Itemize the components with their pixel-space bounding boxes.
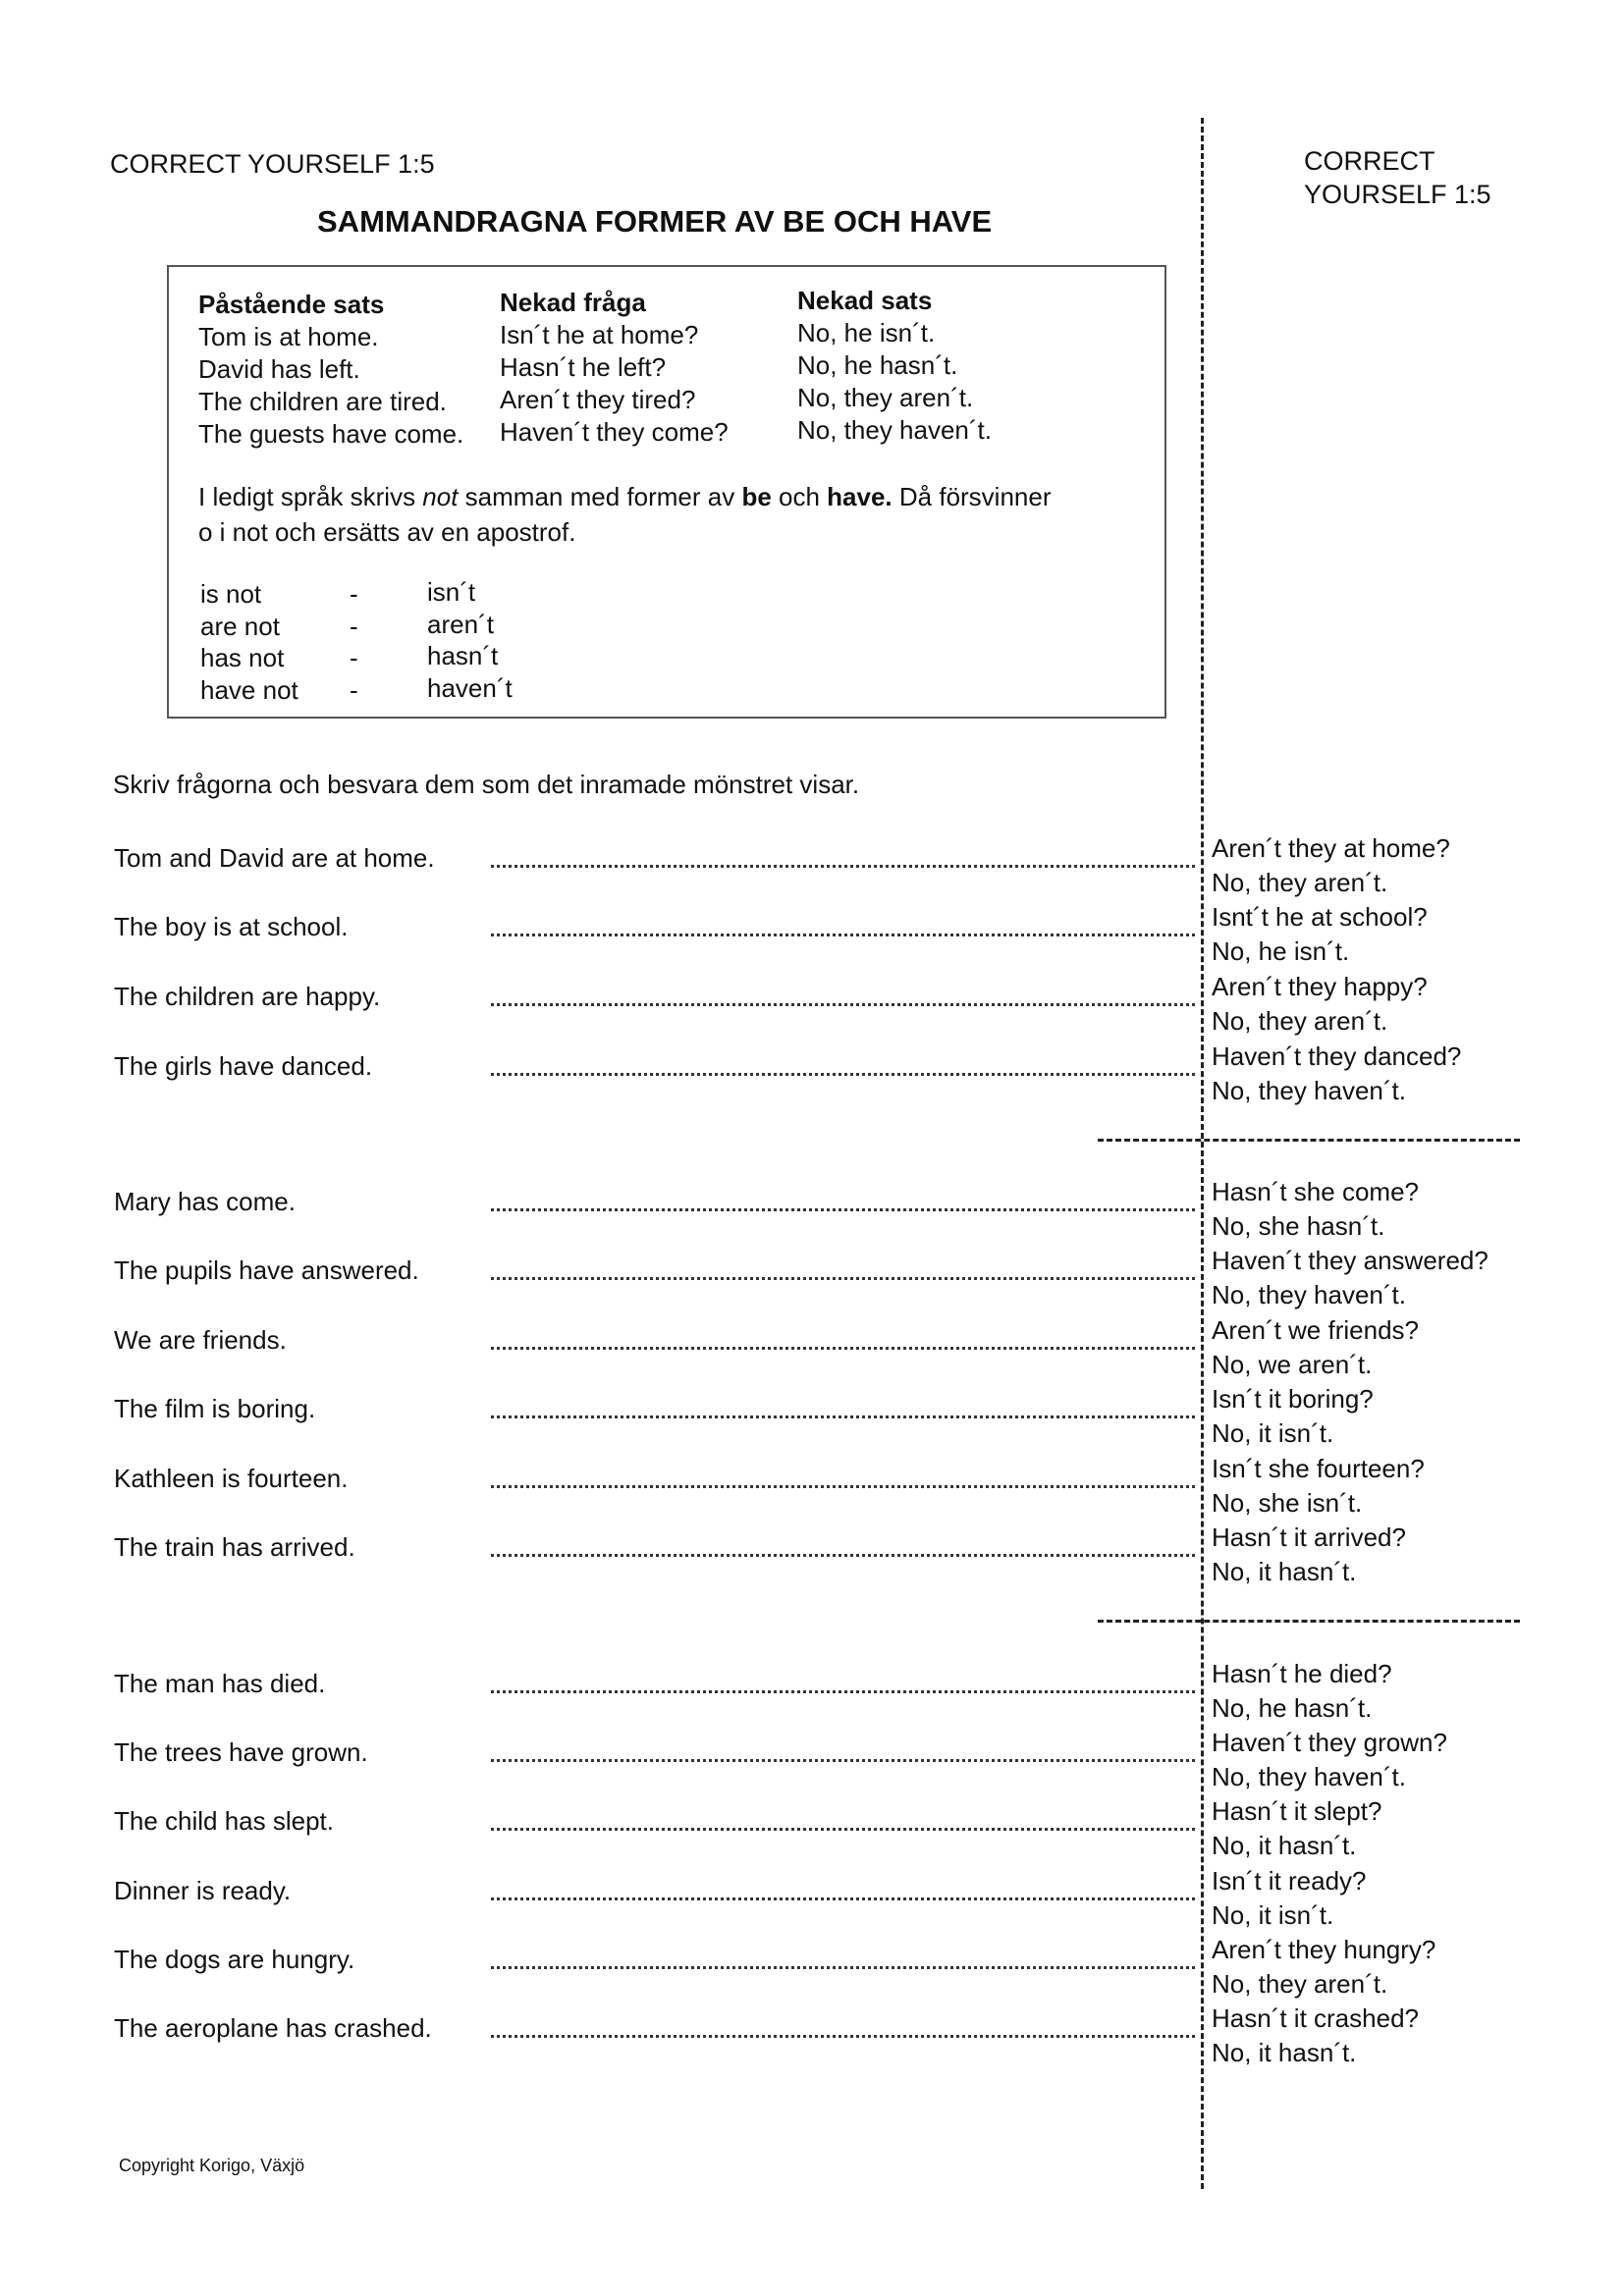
answer-question: Aren´t they happy?: [1212, 972, 1428, 1001]
answer-line[interactable]: [491, 865, 1195, 868]
answer-question: Hasn´t he died?: [1212, 1659, 1392, 1688]
column-header: Nekad sats: [797, 286, 933, 315]
exercise-statement: The boy is at school.: [114, 912, 349, 941]
note-text: samman med former av: [458, 482, 742, 511]
answer-line[interactable]: [491, 1690, 1195, 1693]
answer-question: Isnt´t he at school?: [1212, 902, 1428, 932]
exercise-statement: The child has slept.: [114, 1806, 335, 1836]
short-form: isn´t: [427, 577, 476, 607]
exercise-statement: The aeroplane has crashed.: [114, 2013, 432, 2043]
exercise-row: [0, 1522, 1624, 1601]
answer-reply: No, they aren´t.: [1212, 1006, 1388, 1036]
answer-question: Hasn´t she come?: [1212, 1177, 1419, 1206]
contraction-short-forms: [427, 576, 513, 704]
pattern-cell: No, he isn´t.: [797, 318, 936, 347]
answer-reply: No, it hasn´t.: [1212, 1831, 1357, 1860]
exercise-row: [0, 1041, 1624, 1120]
answer-key: [1212, 1794, 1381, 1863]
note-text: och: [771, 482, 828, 511]
pattern-cell: No, they aren´t.: [797, 383, 974, 412]
full-form: are not: [200, 611, 280, 641]
answer-question: Isn´t it boring?: [1212, 1384, 1374, 1414]
answer-reply: No, it isn´t.: [1212, 1900, 1334, 1930]
answer-key: [1212, 1313, 1419, 1382]
column-header: Nekad fråga: [500, 288, 646, 317]
answer-question: Isn´t she fourteen?: [1212, 1454, 1425, 1483]
answer-reply: No, it hasn´t.: [1212, 1557, 1357, 1586]
exercise-statement: Mary has come.: [114, 1187, 296, 1216]
exercise-statement: The train has arrived.: [114, 1532, 355, 1562]
answer-key: [1212, 2002, 1419, 2070]
pattern-cell: Aren´t they tired?: [500, 385, 696, 414]
answer-key: [1212, 1040, 1461, 1108]
answer-line[interactable]: [491, 1003, 1195, 1006]
dash: -: [350, 579, 358, 609]
header-right-label: [1304, 144, 1491, 211]
answer-key: [1212, 1933, 1435, 2002]
pattern-column-negative-statement: [797, 285, 992, 447]
pattern-cell: Hasn´t he left?: [500, 352, 667, 382]
answer-line[interactable]: [491, 1966, 1195, 1969]
exercise-statement: The children are happy.: [114, 982, 381, 1011]
pattern-cell: David has left.: [198, 354, 360, 384]
header-right-line1: CORRECT: [1304, 146, 1435, 176]
answer-reply: No, it hasn´t.: [1212, 2038, 1357, 2067]
answer-reply: No, they haven´t.: [1212, 1280, 1406, 1309]
answer-key: [1212, 1521, 1406, 1589]
exercise-statement: The man has died.: [114, 1669, 326, 1698]
contraction-full-forms: [200, 578, 298, 706]
answer-line[interactable]: [491, 1277, 1195, 1280]
exercise-statement: The pupils have answered.: [114, 1255, 419, 1285]
answer-question: Hasn´t it crashed?: [1212, 2003, 1419, 2033]
answer-question: Hasn´t it slept?: [1212, 1796, 1382, 1826]
answer-key: [1212, 1244, 1489, 1312]
answer-line[interactable]: [491, 1897, 1195, 1900]
answer-key: [1212, 1382, 1374, 1451]
answer-line[interactable]: [491, 1073, 1195, 1076]
instruction: Skriv frågorna och besvara dem som det inramade mönstret visar.: [113, 770, 860, 799]
answer-reply: No, he isn´t.: [1212, 936, 1350, 966]
answer-question: Haven´t they danced?: [1212, 1041, 1462, 1071]
exercise-statement: Kathleen is fourteen.: [114, 1464, 349, 1493]
note-emphasis: not: [422, 482, 459, 511]
full-form: has not: [200, 643, 285, 672]
exercise-statement: The dogs are hungry.: [114, 1945, 355, 1974]
pattern-column-statement: [198, 289, 463, 451]
exercise-statement: The film is boring.: [114, 1394, 316, 1423]
short-form: hasn´t: [427, 641, 499, 670]
exercise-statement: The trees have grown.: [114, 1737, 368, 1767]
answer-key: [1212, 831, 1450, 900]
answer-question: Isn´t it ready?: [1212, 1866, 1367, 1896]
answer-line[interactable]: [491, 1415, 1195, 1418]
exercise-statement: Tom and David are at home.: [114, 843, 435, 873]
answer-reply: No, they haven´t.: [1212, 1076, 1406, 1105]
answer-line[interactable]: [491, 1759, 1195, 1762]
pattern-cell: The guests have come.: [198, 419, 464, 449]
answer-reply: No, they haven´t.: [1212, 1762, 1406, 1791]
answer-reply: No, it isn´t.: [1212, 1418, 1334, 1448]
answer-key: [1212, 1175, 1419, 1244]
answer-reply: No, she isn´t.: [1212, 1488, 1363, 1518]
note-text: Då försvinner: [892, 482, 1052, 511]
answer-line[interactable]: [491, 1208, 1195, 1211]
answer-question: Aren´t we friends?: [1212, 1315, 1419, 1345]
answer-line[interactable]: [491, 1347, 1195, 1350]
answer-question: Hasn´t it arrived?: [1212, 1522, 1406, 1552]
answer-key: [1212, 1726, 1447, 1794]
note-text: I ledigt språk skrivs: [198, 482, 423, 511]
pattern-cell: Haven´t they come?: [500, 417, 729, 447]
section-separator: [1098, 1139, 1520, 1142]
dash: -: [350, 611, 358, 641]
full-form: is not: [200, 579, 262, 609]
note-bold: have.: [827, 482, 893, 511]
pattern-cell: Tom is at home.: [198, 322, 379, 351]
page-title: SAMMANDRAGNA FORMER AV BE OCH HAVE: [317, 204, 993, 239]
dash: -: [350, 674, 358, 705]
answer-key: [1212, 900, 1428, 969]
exercise-statement: The girls have danced.: [114, 1051, 373, 1081]
short-form: aren´t: [427, 609, 494, 639]
answer-line[interactable]: [491, 1828, 1195, 1831]
answer-key: [1212, 1657, 1392, 1726]
exercise-row: [0, 2003, 1624, 2082]
answer-line[interactable]: [491, 1485, 1195, 1488]
answer-question: Aren´t they at home?: [1212, 833, 1450, 863]
note-line2: o i not och ersätts av en apostrof.: [198, 517, 576, 547]
header-left-label: CORRECT YOURSELF 1:5: [110, 149, 435, 179]
answer-reply: No, they aren´t.: [1212, 868, 1388, 897]
section-separator: [1098, 1620, 1520, 1623]
answer-key: [1212, 1864, 1367, 1933]
answer-key: [1212, 1452, 1425, 1521]
answer-reply: No, she hasn´t.: [1212, 1211, 1385, 1241]
note-bold: be: [741, 482, 772, 511]
copyright: Copyright Korigo, Växjö: [119, 2156, 305, 2175]
answer-key: [1212, 970, 1428, 1039]
answer-reply: No, he hasn´t.: [1212, 1693, 1373, 1723]
answer-line[interactable]: [491, 1554, 1195, 1557]
pattern-cell: The children are tired.: [198, 387, 447, 416]
pattern-cell: Isn´t he at home?: [500, 320, 699, 349]
answer-question: Haven´t they grown?: [1212, 1728, 1447, 1757]
column-header: Påstående sats: [198, 290, 385, 319]
exercise-statement: Dinner is ready.: [114, 1876, 292, 1905]
exercise-statement: We are friends.: [114, 1325, 287, 1355]
answer-reply: No, they aren´t.: [1212, 1969, 1388, 1999]
dash: -: [350, 643, 358, 672]
answer-question: Aren´t they hungry?: [1212, 1935, 1436, 1964]
pattern-cell: No, he hasn´t.: [797, 350, 958, 380]
exercise-row: [0, 1315, 1624, 1394]
pattern-column-negative-question: [500, 287, 729, 449]
answer-line[interactable]: [491, 934, 1195, 936]
contraction-dashes: [350, 578, 358, 706]
header-right-line2: YOURSELF 1:5: [1304, 180, 1491, 209]
pattern-cell: No, they haven´t.: [797, 415, 992, 445]
short-form: haven´t: [427, 672, 513, 703]
answer-question: Haven´t they answered?: [1212, 1246, 1489, 1275]
contraction-note: [198, 479, 1121, 550]
answer-reply: No, we aren´t.: [1212, 1350, 1373, 1379]
exercise-row: [0, 1796, 1624, 1875]
answer-line[interactable]: [491, 2035, 1195, 2038]
full-form: have not: [200, 674, 298, 705]
